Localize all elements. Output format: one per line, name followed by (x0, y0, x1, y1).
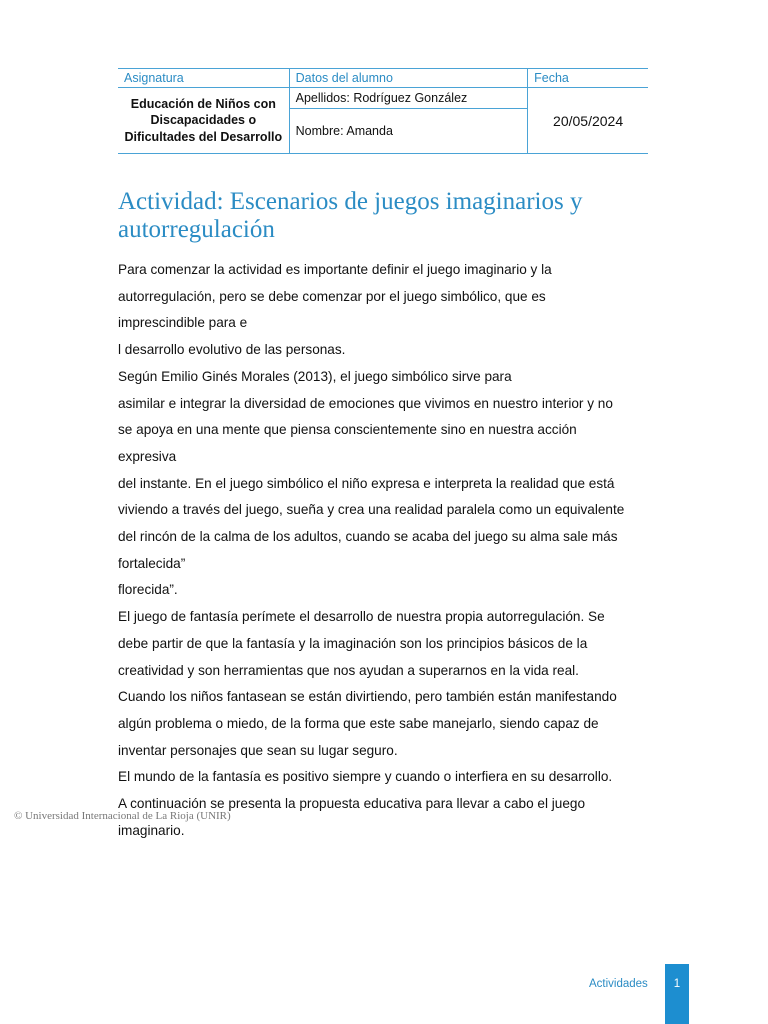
footer-section-label: Actividades (589, 978, 648, 990)
body-line: A continuación se presenta la propuesta educativa para llevar a cabo el juego (118, 796, 586, 812)
body-line: debe partir de que la fantasía y la imaginación son los principios básicos de la (118, 635, 588, 651)
submission-date: 20/05/2024 (528, 88, 648, 154)
header-subject: Asignatura (118, 69, 289, 88)
copyright-watermark: © Universidad Internacional de La Rioja (UNIR) (14, 810, 231, 822)
body-line: Para comenzar la actividad es importante definir el juego imaginario y la (118, 262, 552, 277)
page-title: Actividad: Escenarios de juegos imaginarios y autorregulación (118, 188, 583, 243)
body-line: inventar personajes que sean su lugar seguro. (118, 742, 398, 758)
body-line: El mundo de la fantasía es positivo siempre y cuando o interfiera en su desarrollo. (118, 769, 613, 785)
body-line: imaginario. (118, 822, 185, 838)
body-line: Cuando los niños fantasean se están divirtiendo, pero también están manifestando (118, 689, 617, 705)
body-line: del instante. En el juego simbólico el niño expresa e interpreta la realidad que está (118, 475, 615, 491)
body-line: del rincón de la calma de los adultos, cuando se acaba del juego su alma sale más (118, 529, 618, 545)
header-date: Fecha (528, 69, 648, 88)
body-line: fortalecida” (118, 555, 186, 571)
page-number: 1 (665, 964, 689, 1024)
body-line: El juego de fantasía perímete el desarrollo de nuestra propia autorregulación. Se (118, 609, 605, 625)
body-line: expresiva (118, 448, 177, 464)
body-line: creatividad y son herramientas que nos ayudan a superarnos en la vida real. (118, 662, 579, 678)
header-student-data: Datos del alumno (289, 69, 528, 88)
student-surname: Apellidos: Rodríguez González (289, 88, 528, 109)
activity-body-text (118, 257, 658, 844)
body-line: se apoya en una mente que piensa conscientemente sino en nuestra acción (118, 422, 577, 438)
body-line: imprescindible para e (118, 315, 248, 331)
body-line: Según Emilio Ginés Morales (2013), el juego simbólico sirve para (118, 368, 512, 384)
body-line: florecida”. (118, 582, 178, 598)
body-line: autorregulación, pero se debe comenzar por el juego simbólico, que es (118, 288, 546, 304)
subject-name: Educación de Niños con Discapacidades o Dificultades del Desarrollo (118, 88, 289, 154)
body-line: viviendo a través del juego, sueña y crea una realidad paralela como un equivalente (118, 502, 625, 518)
body-line: l desarrollo evolutivo de las personas. (118, 342, 346, 358)
body-line: algún problema o miedo, de la forma que este sabe manejarlo, siendo capaz de (118, 715, 599, 731)
student-name: Nombre: Amanda (289, 109, 528, 154)
body-line: asimilar e integrar la diversidad de emociones que vivimos en nuestro interior y no (118, 395, 613, 411)
student-info-table (118, 68, 648, 154)
